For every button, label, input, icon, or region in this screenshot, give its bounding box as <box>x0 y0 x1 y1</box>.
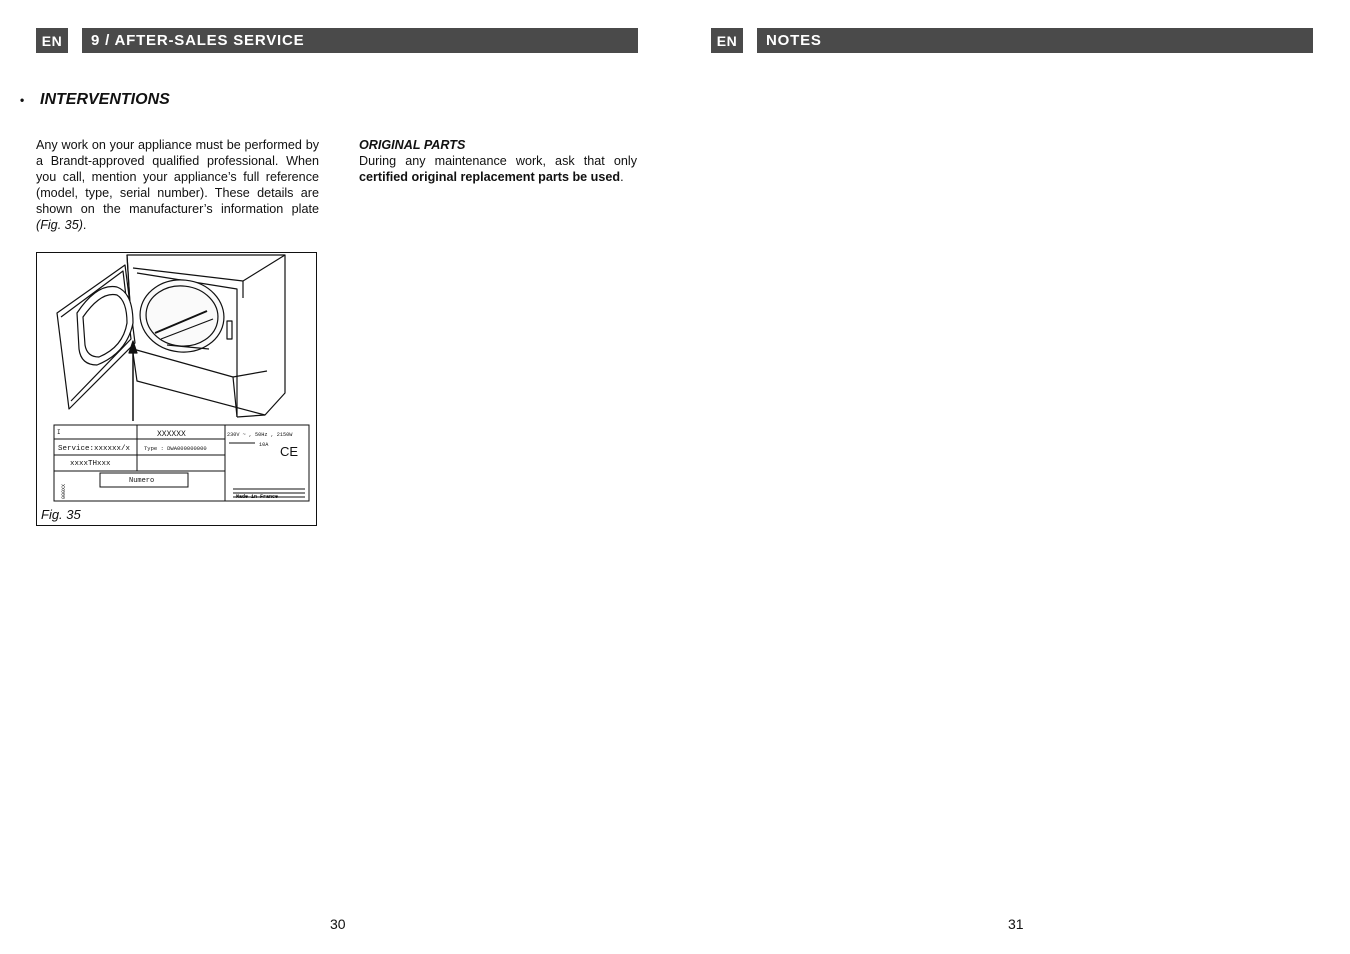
section-header-right: NOTES <box>757 28 1313 53</box>
figure-caption: Fig. 35 <box>41 507 81 522</box>
original-parts-emphasis: certified original replacement parts be used <box>359 170 621 184</box>
plate-power: 230V ~ , 50Hz , 2150W <box>227 432 293 438</box>
language-badge-left: EN <box>36 28 68 53</box>
language-badge-right: EN <box>711 28 743 53</box>
original-parts-block <box>359 137 637 185</box>
plate-fuse: 10A <box>259 442 269 448</box>
interventions-paragraph <box>36 137 319 233</box>
section-header-left: 9 / AFTER-SALES SERVICE <box>82 28 638 53</box>
plate-serial: xxxxTHxxx <box>70 460 111 468</box>
page-number-left: 30 <box>330 916 346 932</box>
figure-reference: (Fig. 35) <box>36 218 83 232</box>
paragraph-text: Any work on your appliance must be performed by a Brandt-approved qualified professional. When you call, mention your appliance’s full reference (model, type, serial number). These details are shown on the manufacturer’s information plate <box>36 138 319 216</box>
original-parts-title: ORIGINAL PARTS <box>359 138 466 152</box>
plate-numero: Numero <box>129 477 155 485</box>
figure-35 <box>36 252 317 526</box>
paragraph-end: . <box>82 218 87 232</box>
original-parts-end: . <box>620 170 624 184</box>
plate-made-in: Made in France <box>236 494 279 500</box>
dryer-illustration <box>37 253 315 524</box>
plate-type: Type : DWA000000000 <box>144 445 207 452</box>
plate-cell-top-left: I <box>57 429 61 436</box>
plate-code: 000XX <box>61 483 67 499</box>
ce-mark-icon: CE <box>280 444 299 459</box>
plate-service: Service:xxxxxx/x <box>58 445 131 453</box>
section-title: INTERVENTIONS <box>40 91 170 108</box>
page-number-right: 31 <box>1008 916 1024 932</box>
plate-model: XXXXXX <box>157 430 186 439</box>
bullet-icon: • <box>20 93 25 107</box>
original-parts-text: During any maintenance work, ask that only <box>359 154 637 168</box>
